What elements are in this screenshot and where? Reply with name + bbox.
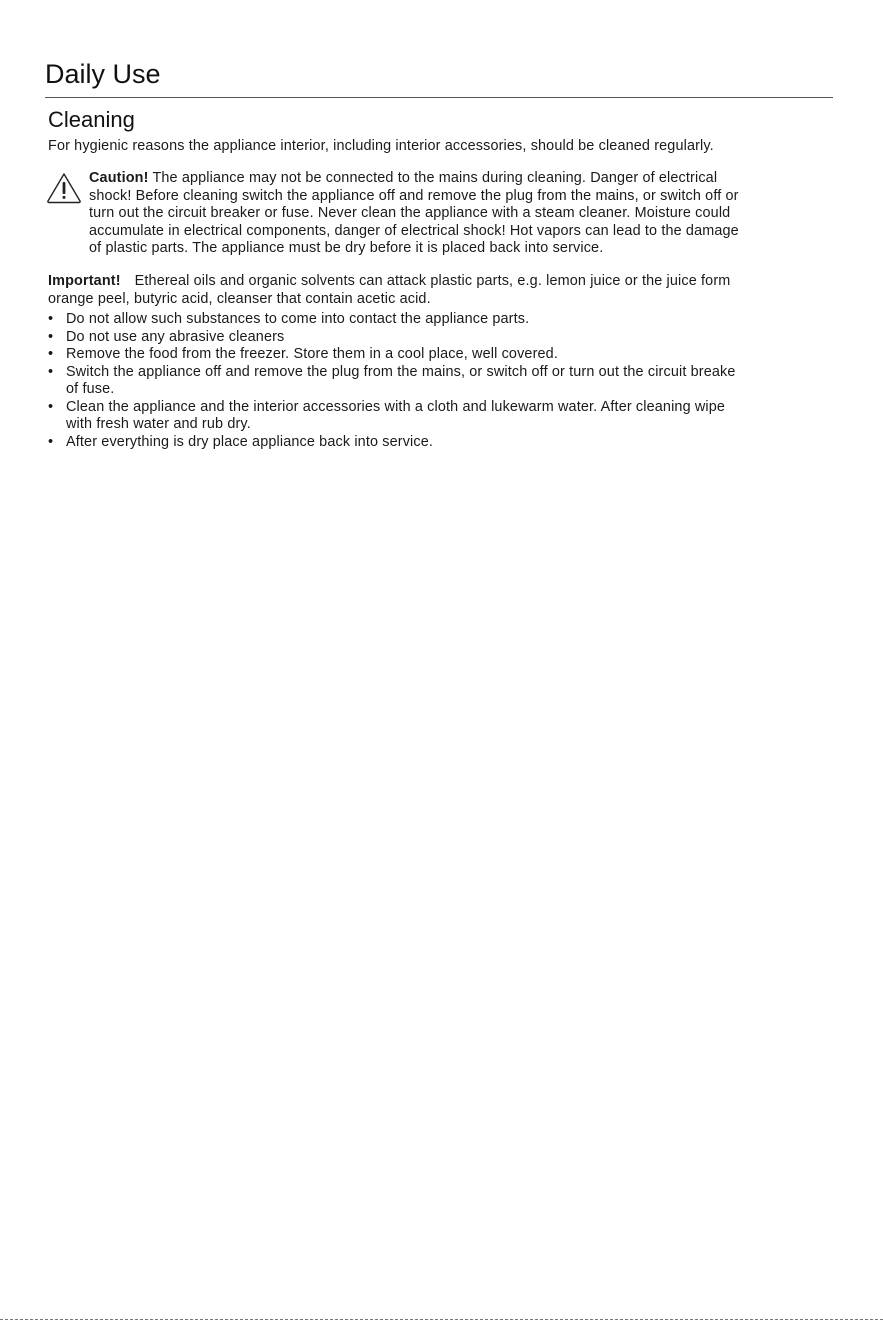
caution-label: Caution! bbox=[89, 170, 149, 186]
page-bottom-border bbox=[0, 1319, 883, 1320]
bullet-icon: • bbox=[48, 433, 54, 450]
list-item-text: Do not use any abrasive cleaners bbox=[66, 328, 285, 345]
list-item bbox=[48, 329, 838, 347]
caution-block bbox=[89, 170, 834, 258]
list-item-text: Do not allow such substances to come into contact the appliance parts. bbox=[66, 311, 530, 327]
warning-triangle-icon bbox=[46, 172, 82, 204]
cleaning-steps-list bbox=[48, 311, 838, 451]
page-title: Daily Use bbox=[45, 59, 161, 89]
bullet-icon: • bbox=[48, 398, 54, 415]
important-label: Important! bbox=[48, 273, 121, 289]
bullet-icon: • bbox=[48, 363, 54, 380]
important-text: Ethereal oils and organic solvents can attack plastic parts, e.g. lemon juice or the juice form bbox=[134, 273, 731, 289]
caution-line bbox=[89, 170, 834, 188]
list-item bbox=[48, 434, 838, 452]
section-title: Cleaning bbox=[48, 107, 135, 132]
caution-line: turn out the circuit breaker or fuse. Never clean the appliance with a steam cleaner. Moisture could bbox=[89, 205, 731, 221]
list-item-text: After everything is dry place appliance back into service. bbox=[66, 433, 434, 450]
caution-text: The appliance may not be connected to the mains during cleaning. Danger of electrical bbox=[148, 170, 718, 186]
title-divider bbox=[45, 97, 833, 98]
list-item-text: with fresh water and rub dry. bbox=[66, 416, 251, 432]
caution-line: of plastic parts. The appliance must be dry before it is placed back into service. bbox=[89, 240, 604, 256]
intro-paragraph: For hygienic reasons the appliance interior, including interior accessories, should be cleaned regularly. bbox=[48, 138, 714, 154]
caution-line: accumulate in electrical components, danger of electrical shock! Hot vapors can lead to the damage bbox=[89, 222, 739, 239]
list-item-text: of fuse. bbox=[66, 381, 115, 397]
list-item bbox=[48, 399, 838, 434]
list-item-text: Switch the appliance off and remove the plug from the mains, or switch off or turn out the circuit breake bbox=[66, 363, 736, 380]
bullet-icon: • bbox=[48, 346, 54, 362]
list-item bbox=[48, 311, 838, 329]
important-block bbox=[48, 273, 838, 308]
list-item bbox=[48, 346, 838, 364]
caution-line: shock! Before cleaning switch the appliance off and remove the plug from the mains, or switch off or bbox=[89, 187, 739, 204]
bullet-icon: • bbox=[48, 311, 54, 327]
list-item-text: Remove the food from the freezer. Store them in a cool place, well covered. bbox=[66, 346, 558, 362]
list-item-text: Clean the appliance and the interior accessories with a cloth and lukewarm water. After cleaning wipe bbox=[66, 398, 726, 415]
list-item bbox=[48, 364, 838, 399]
important-line: orange peel, butyric acid, cleanser that contain acetic acid. bbox=[48, 290, 431, 307]
important-line bbox=[48, 273, 838, 291]
bullet-icon: • bbox=[48, 328, 54, 345]
